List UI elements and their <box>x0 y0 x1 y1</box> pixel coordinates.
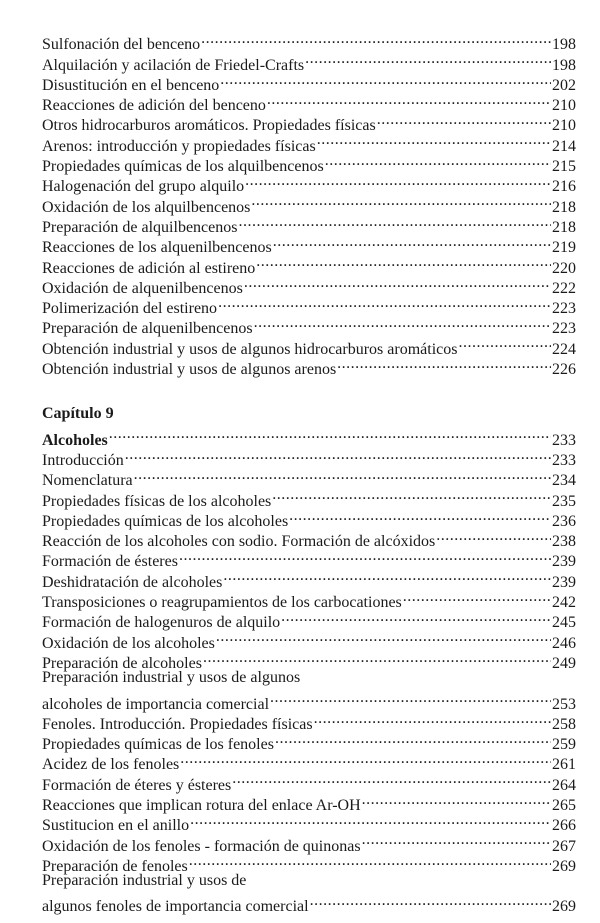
toc-entry-title: Obtención industrial y usos de algunos arenos <box>42 361 337 379</box>
toc-entry-title: Preparación de alquenilbencenos <box>42 320 253 338</box>
toc-entry-title: Introducción <box>42 451 124 469</box>
toc-entry-title: Otros hidrocarburos aromáticos. Propiedades físicas <box>42 117 376 135</box>
toc-entry-multiline[interactable] <box>42 668 576 713</box>
toc-section-phenols <box>42 709 576 875</box>
dot-leader <box>203 648 551 668</box>
toc-entry-page: 261 <box>552 756 576 774</box>
toc-entry-title: Sulfonación del benceno <box>42 36 201 54</box>
toc-entry-title: Transposiciones o reagrupamientos de los carbocationes <box>42 594 402 612</box>
dot-leader <box>289 506 551 526</box>
toc-entry-page: 265 <box>552 796 576 814</box>
dot-leader <box>305 49 551 69</box>
toc-entry-title: Formación de éteres y ésteres <box>42 776 232 794</box>
toc-entry-page: 198 <box>552 56 576 74</box>
dot-leader <box>403 587 551 607</box>
dot-leader <box>267 90 551 110</box>
toc-entry-title: Alcoholes <box>42 431 108 449</box>
toc-entry-page: 253 <box>552 695 576 713</box>
toc-entry-page: 266 <box>552 817 576 835</box>
dot-leader <box>190 810 551 830</box>
toc-entry-page: 264 <box>552 776 576 794</box>
dot-leader <box>362 830 551 850</box>
toc-entry-title: Propiedades físicas de los alcoholes <box>42 492 272 510</box>
dot-leader <box>310 891 551 911</box>
dot-leader <box>314 709 551 729</box>
toc-entry-page: 267 <box>552 837 576 855</box>
toc-entry-title: Disustitución en el benceno <box>42 76 220 94</box>
toc-entry[interactable] <box>42 29 576 54</box>
toc-entry-page: 238 <box>552 533 576 551</box>
dot-leader <box>458 333 551 353</box>
toc-entry-page: 218 <box>552 218 576 236</box>
toc-entry-title-line1: Preparación industrial y usos de <box>42 871 247 889</box>
toc-entry-title: Reacción de los alcoholes con sodio. Formación de alcóxidos <box>42 533 436 551</box>
toc-entry-page: 236 <box>552 512 576 530</box>
toc-entry-title: Alquilación y acilación de Friedel-Crafts <box>42 56 305 74</box>
toc-entry-page: 226 <box>552 361 576 379</box>
toc-entry-title: Oxidación de los alquilbencenos <box>42 198 251 216</box>
toc-section-aromatics <box>42 29 576 379</box>
dot-leader <box>201 29 551 49</box>
toc-entry-page: 235 <box>552 492 576 510</box>
toc-entry-title-line2: alcoholes de importancia comercial <box>42 695 270 713</box>
dot-leader <box>125 445 551 465</box>
toc-entry-title: Deshidratación de alcoholes <box>42 573 223 591</box>
toc-entry-page: 224 <box>552 340 576 358</box>
toc-entry-page: 233 <box>552 451 576 469</box>
toc-entry-page: 269 <box>552 857 576 875</box>
toc-entry-title: Acidez de los fenoles <box>42 756 180 774</box>
dot-leader <box>377 110 551 130</box>
toc-entry-chapter-title[interactable] <box>42 424 576 449</box>
dot-leader <box>362 790 551 810</box>
toc-entry-page: 210 <box>552 97 576 115</box>
toc-entry-page: 210 <box>552 117 576 135</box>
toc-entry-page: 202 <box>552 76 576 94</box>
dot-leader <box>223 566 551 586</box>
dot-leader <box>273 232 551 252</box>
dot-leader <box>244 273 551 293</box>
dot-leader <box>218 293 551 313</box>
toc-entry-title: Sustitucion en el anillo <box>42 817 190 835</box>
toc-entry-page: 245 <box>552 614 576 632</box>
dot-leader <box>179 546 551 566</box>
dot-leader <box>317 130 551 150</box>
toc-entry-title: Propiedades químicas de los fenoles <box>42 736 274 754</box>
toc-entry-title: Oxidación de los fenoles - formación de quinonas <box>42 837 361 855</box>
toc-entry-page: 239 <box>552 573 576 591</box>
dot-leader <box>337 354 551 374</box>
toc-entry-title: Preparación de alquilbencenos <box>42 218 238 236</box>
toc-entry-title: Reacciones de adición al estireno <box>42 259 256 277</box>
toc-entry-page: 215 <box>552 158 576 176</box>
dot-leader <box>220 70 551 90</box>
toc-entry-page: 220 <box>552 259 576 277</box>
dot-leader <box>238 212 551 232</box>
toc-entry-title: Oxidación de alquenilbencenos <box>42 279 243 297</box>
toc-entry-title-line1: Preparación industrial y usos de algunos <box>42 668 301 686</box>
toc-entry-page: 269 <box>552 898 576 916</box>
toc-entry-page: 234 <box>552 472 576 490</box>
toc-entry[interactable] <box>42 445 576 469</box>
dot-leader <box>254 313 551 333</box>
toc-entry-page: 249 <box>552 654 576 672</box>
toc-entry-title: Oxidación de los alcoholes <box>42 634 215 652</box>
toc-entry-title: Obtención industrial y usos de algunos hidrocarburos aromáticos <box>42 340 458 358</box>
toc-entry-title: Preparación de alcoholes <box>42 654 202 672</box>
toc-entry-title: Halogenación del grupo alquilo <box>42 178 245 196</box>
toc-entry-page: 258 <box>552 715 576 733</box>
toc-entry-title-line2: algunos fenoles de importancia comercial <box>42 898 309 916</box>
toc-entry-title: Propiedades químicas de los alquilbencenos <box>42 158 324 176</box>
toc-entry-page: 223 <box>552 320 576 338</box>
toc-page <box>42 29 576 916</box>
toc-entry-title: Reacciones de adición del benceno <box>42 97 266 115</box>
dot-leader <box>109 424 551 444</box>
dot-leader <box>232 769 551 789</box>
toc-entry-title: Fenoles. Introducción. Propiedades físicas <box>42 715 313 733</box>
dot-leader <box>272 485 551 505</box>
toc-entry-page: 239 <box>552 553 576 571</box>
dot-leader <box>275 729 551 749</box>
toc-entry-title: Reacciones que implican rotura del enlace Ar-OH <box>42 796 361 814</box>
toc-entry-page: 259 <box>552 736 576 754</box>
dot-leader <box>270 688 551 708</box>
dot-leader <box>189 851 551 871</box>
toc-entry-page: 246 <box>552 634 576 652</box>
dot-leader <box>436 526 551 546</box>
dot-leader <box>134 465 551 485</box>
toc-entry-multiline[interactable] <box>42 871 576 916</box>
toc-entry-page: 223 <box>552 300 576 318</box>
toc-entry-page: 218 <box>552 198 576 216</box>
toc-section-alcohols <box>42 445 576 672</box>
toc-entry-title: Reacciones de los alquenilbencenos <box>42 239 272 257</box>
dot-leader <box>180 749 551 769</box>
chapter-heading: Capítulo 9 <box>42 405 114 423</box>
toc-entry-page: 233 <box>552 431 576 449</box>
dot-leader <box>251 191 551 211</box>
toc-entry-page: 198 <box>552 36 576 54</box>
dot-leader <box>256 252 551 272</box>
toc-entry-page: 219 <box>552 239 576 257</box>
toc-entry-title: Formación de halogenuros de alquilo <box>42 614 281 632</box>
toc-entry-title: Arenos: introducción y propiedades físicas <box>42 137 316 155</box>
toc-entry-page: 222 <box>552 279 576 297</box>
toc-entry-title: Preparación de fenoles <box>42 857 188 875</box>
toc-entry-title: Formación de ésteres <box>42 553 178 571</box>
dot-leader <box>325 151 551 171</box>
toc-entry-title: Nomenclatura <box>42 472 133 490</box>
toc-entry-page: 216 <box>552 178 576 196</box>
dot-leader <box>281 607 551 627</box>
toc-entry-page: 214 <box>552 137 576 155</box>
toc-entry-title: Propiedades químicas de los alcoholes <box>42 512 289 530</box>
toc-entry-page: 242 <box>552 594 576 612</box>
dot-leader <box>245 171 551 191</box>
toc-entry-title: Polimerización del estireno <box>42 300 218 318</box>
dot-leader <box>216 627 551 647</box>
